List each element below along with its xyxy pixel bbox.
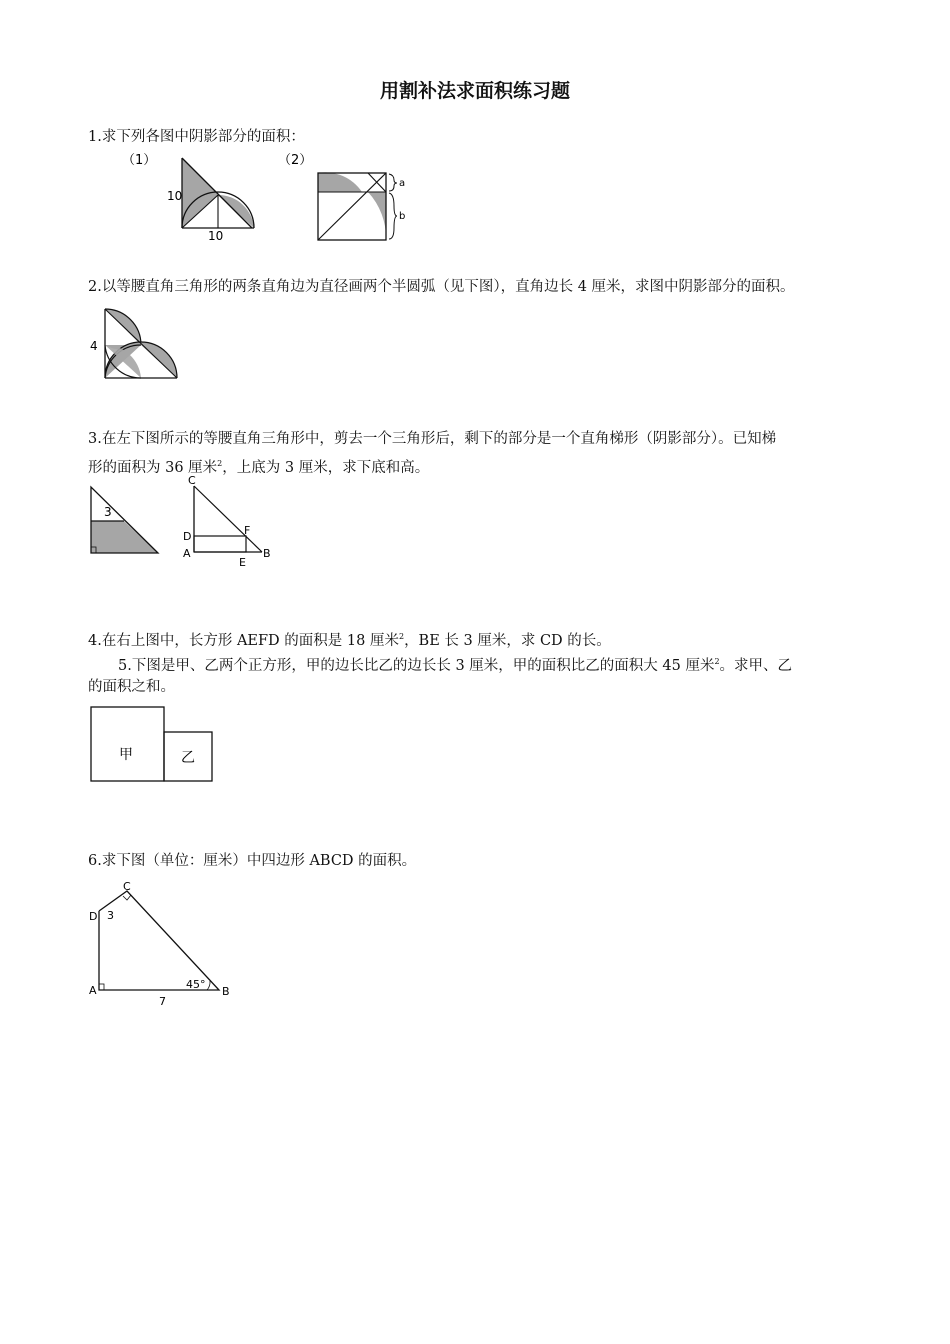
- question-2-text: 2.以等腰直角三角形的两条直角边为直径画两个半圆弧（见下图），直角边长 4 厘米，求图中阴影部分的面积。: [88, 279, 795, 295]
- q6-label-B: B: [222, 985, 230, 998]
- q5-square-yi: 乙: [181, 750, 195, 766]
- q3-label-E: E: [239, 556, 246, 569]
- question-5-line-1: 5.下图是甲、乙两个正方形，甲的边长比乙的边长长 3 厘米，甲的面积比乙的面积大 45 厘米$^2$。求甲、乙: [118, 657, 793, 674]
- q3-label-C: C: [188, 474, 196, 487]
- q3-label-A: A: [183, 547, 191, 560]
- q6-label-D: D: [89, 910, 98, 923]
- q1-fig1-left-label: 10: [167, 189, 183, 203]
- q6-label-A: A: [89, 984, 97, 997]
- q1-figure-1: [118, 148, 268, 248]
- q1-fig2-index: （2）: [278, 153, 313, 168]
- page-title: 用割补法求面积练习题: [379, 80, 570, 102]
- question-1-text: 1.求下列各图中阴影部分的面积：: [88, 129, 305, 145]
- q2-figure: [86, 303, 186, 385]
- q1-fig2-label-a: a: [399, 178, 406, 189]
- question-6-text: 6.求下图（单位：厘米）中四边形 ABCD 的面积。: [88, 853, 417, 869]
- q1-figure-2: [276, 148, 416, 248]
- q3-label-B: B: [263, 547, 271, 560]
- q5-squares-figure: [88, 704, 218, 784]
- q6-quadrilateral-figure: [86, 878, 246, 1008]
- q3-left-figure: [86, 484, 166, 558]
- q1-fig1-index: （1）: [122, 153, 157, 168]
- q2-fig-label: 4: [90, 339, 98, 353]
- q1-fig1-bottom-label: 10: [208, 229, 224, 243]
- q6-side-3: 3: [107, 909, 114, 922]
- q5-square-jia: 甲: [119, 747, 133, 763]
- question-5-line-2: 的面积之和。: [88, 679, 175, 695]
- q6-side-7: 7: [159, 995, 166, 1008]
- q3-label-F: F: [244, 524, 251, 537]
- question-4-text: 4.在右上图中，长方形 AEFD 的面积是 18 厘米$^2$，BE 长 3 厘米，求 CD 的长。: [88, 632, 611, 649]
- question-3-line-1: 3.在左下图所示的等腰直角三角形中，剪去一个三角形后，剩下的部分是一个直角梯形（阴影部分）。已知梯: [88, 431, 777, 447]
- q3-right-figure: [178, 474, 278, 570]
- q3-label-D: D: [183, 530, 192, 543]
- q3-left-label: 3: [104, 505, 112, 519]
- q6-label-C: C: [123, 880, 131, 893]
- q6-angle-45: 45°: [186, 978, 206, 991]
- q1-fig2-label-b: b: [399, 211, 406, 222]
- question-3-line-2: 形的面积为 36 厘米$^2$，上底为 3 厘米，求下底和高。: [88, 459, 430, 476]
